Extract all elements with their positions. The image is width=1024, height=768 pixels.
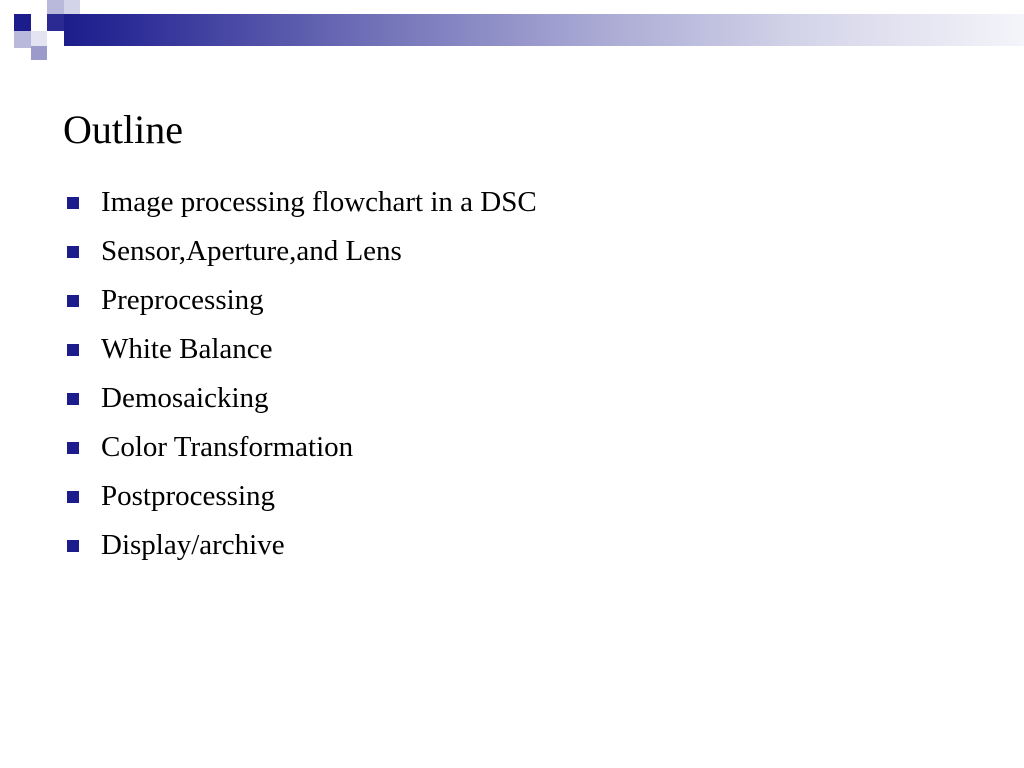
square-bullet-icon <box>67 491 79 503</box>
square-bullet-icon <box>67 246 79 258</box>
decorative-square <box>64 0 80 14</box>
list-item <box>64 227 537 276</box>
bullet-text: Display/archive <box>101 529 285 561</box>
bullet-text: Postprocessing <box>101 480 275 512</box>
decorative-square <box>14 14 31 31</box>
list-item <box>64 423 537 472</box>
bullet-text: White Balance <box>101 333 273 365</box>
bullet-text: Color Transformation <box>101 431 354 463</box>
bullet-text: Demosaicking <box>101 382 269 414</box>
list-item <box>64 374 537 423</box>
square-bullet-icon <box>67 197 79 209</box>
list-item <box>64 178 537 227</box>
square-bullet-icon <box>67 442 79 454</box>
list-item <box>64 521 537 570</box>
bullet-list <box>64 178 537 570</box>
list-item <box>64 325 537 374</box>
list-item <box>64 276 537 325</box>
decorative-square <box>31 31 47 46</box>
decorative-square <box>47 14 64 31</box>
bullet-text: Sensor,Aperture,and Lens <box>101 235 402 267</box>
square-bullet-icon <box>67 393 79 405</box>
slide-title: Outline <box>63 107 183 152</box>
decorative-square <box>31 46 47 60</box>
list-item <box>64 472 537 521</box>
square-bullet-icon <box>67 540 79 552</box>
decorative-square <box>14 31 31 48</box>
decorative-square <box>47 0 64 14</box>
bullet-text: Preprocessing <box>101 284 264 316</box>
header-gradient-bar <box>64 14 1024 46</box>
bullet-text: Image processing flowchart in a DSC <box>101 186 537 218</box>
square-bullet-icon <box>67 344 79 356</box>
square-bullet-icon <box>67 295 79 307</box>
